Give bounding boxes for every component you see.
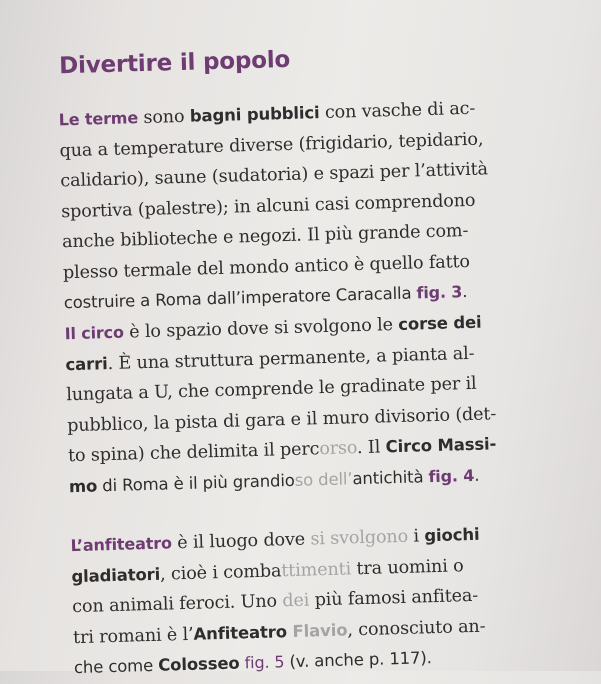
text-line: plesso termale del mondo antico è quello fatto — [62, 251, 471, 283]
bold-term: bagni pubblici — [189, 103, 320, 126]
bold-term: gladiatori — [71, 564, 161, 586]
text-line: sportiva (palestre); in alcuni casi comprendono — [60, 190, 476, 222]
text-span: antichità — [352, 466, 429, 488]
faded-text: si svolgono — [310, 526, 409, 550]
text-span: è il luogo dove — [171, 529, 311, 554]
text-span: sono — [137, 106, 191, 129]
bold-term: Colosseo — [157, 653, 240, 675]
text-span: . Il — [356, 437, 386, 459]
bold-term: corse dei — [397, 312, 482, 334]
textbook-page — [34, 9, 601, 684]
text-span: di Roma è il più grandio — [96, 470, 295, 495]
paragraph-anfiteatro — [70, 516, 601, 684]
text-line: lungata a U, che comprende le gradinate per il — [66, 373, 477, 406]
faded-text: orso — [319, 438, 358, 460]
paragraph-terme — [58, 90, 601, 318]
text-span: . — [473, 465, 480, 485]
text-line: pubblico, la pista di gara e il muro divisorio (det- — [66, 403, 497, 436]
lead-term: Le terme — [58, 108, 139, 130]
text-span: costruire a Roma dall’imperatore Caracalla — [63, 283, 417, 313]
text-span: , conosciuto an- — [347, 616, 486, 640]
text-line: qua a temperature diverse (frigidario, tepidario, — [59, 129, 484, 161]
text-span: . — [461, 282, 468, 302]
paragraph-circo — [64, 304, 601, 502]
figure-reference-link[interactable]: fig. 5 — [244, 652, 285, 673]
bold-term: carri — [65, 353, 108, 374]
faded-bold-term: Flavio — [292, 619, 348, 641]
figure-reference-link[interactable]: fig. 3 — [416, 282, 463, 303]
text-span: più famosi anfitea- — [308, 585, 479, 611]
text-span: con animali feroci. Uno — [72, 591, 283, 618]
figure-reference-link[interactable]: fig. 4 — [428, 465, 475, 486]
faded-text: dei — [282, 590, 310, 612]
text-span: to spina) che delimita il perc — [67, 439, 320, 467]
text-span: tra uomini o — [350, 555, 464, 579]
section-title: Divertire il popolo — [58, 46, 291, 80]
faded-text: so dell’ — [294, 468, 353, 490]
bold-term: giochi — [424, 524, 480, 546]
text-span: i — [407, 526, 425, 547]
text-span: . È una struttura permanente, a pianta al- — [107, 343, 475, 374]
text-span: con vasche di ac- — [319, 98, 476, 124]
bold-term: Circo Massi- — [385, 434, 497, 457]
text-span: (v. anche p. 117). — [284, 648, 432, 672]
text-span: tri romani è l’ — [72, 624, 194, 648]
bold-term: mo — [68, 475, 98, 496]
bold-term: Anfiteatro — [193, 621, 293, 644]
lead-term: L’anfiteatro — [70, 533, 173, 556]
text-span: è lo spazio dove si svolgono le — [123, 314, 399, 343]
text-span: che come — [73, 655, 159, 678]
text-span: , cioè i comba — [159, 560, 282, 585]
faded-text: ttimenti — [281, 558, 352, 581]
text-line: calidario), saune (sudatoria) e spazi per l’attività — [60, 159, 489, 192]
lead-term: Il circo — [64, 322, 125, 344]
text-line: anche biblioteche e negozi. Il più grande com- — [61, 220, 469, 253]
